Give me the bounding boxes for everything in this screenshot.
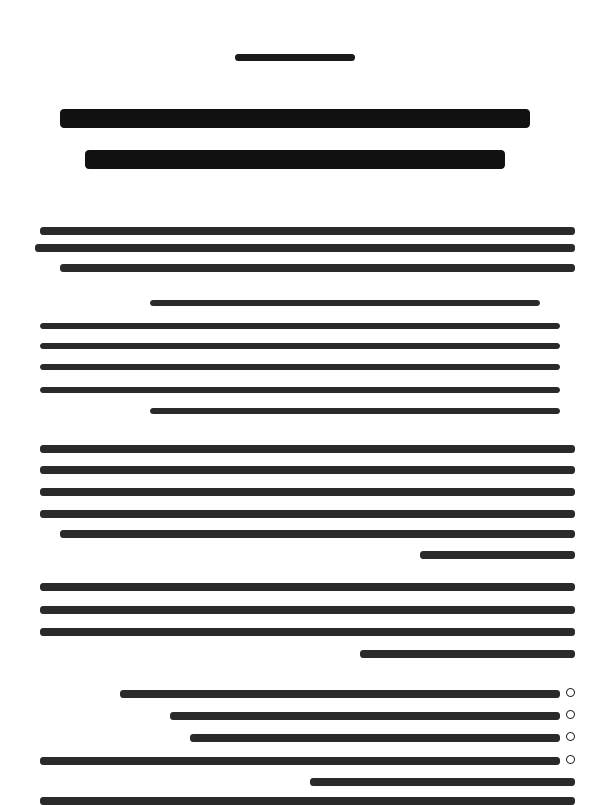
bismillah-text bbox=[235, 54, 355, 61]
text-line bbox=[40, 466, 575, 474]
text-line bbox=[40, 797, 575, 805]
text-line bbox=[150, 300, 540, 306]
list-bullet-icon bbox=[566, 710, 575, 719]
text-line bbox=[40, 488, 575, 496]
text-line bbox=[40, 606, 575, 614]
headline-line-1 bbox=[0, 109, 590, 128]
list-bullet-icon bbox=[566, 755, 575, 764]
headline-text-1 bbox=[60, 109, 530, 128]
text-line bbox=[170, 712, 560, 720]
headline-line-2 bbox=[0, 150, 590, 169]
list-bullet-icon bbox=[566, 688, 575, 697]
text-line bbox=[190, 734, 560, 742]
text-line bbox=[40, 510, 575, 518]
text-line bbox=[420, 551, 575, 559]
text-line bbox=[40, 583, 575, 591]
text-line bbox=[40, 445, 575, 453]
headline-text-2 bbox=[85, 150, 505, 169]
text-line bbox=[40, 757, 560, 765]
text-line bbox=[150, 408, 560, 414]
text-line bbox=[60, 530, 575, 538]
text-line bbox=[40, 227, 575, 235]
bismillah-line bbox=[0, 46, 590, 68]
list-bullet-icon bbox=[566, 732, 575, 741]
text-line bbox=[35, 244, 575, 252]
text-line bbox=[40, 323, 560, 329]
text-line bbox=[310, 778, 575, 786]
text-line bbox=[360, 650, 575, 658]
text-line bbox=[40, 364, 560, 370]
text-line bbox=[60, 264, 575, 272]
text-line bbox=[40, 343, 560, 349]
text-line bbox=[40, 387, 560, 393]
text-line bbox=[40, 628, 575, 636]
text-line bbox=[120, 690, 560, 698]
